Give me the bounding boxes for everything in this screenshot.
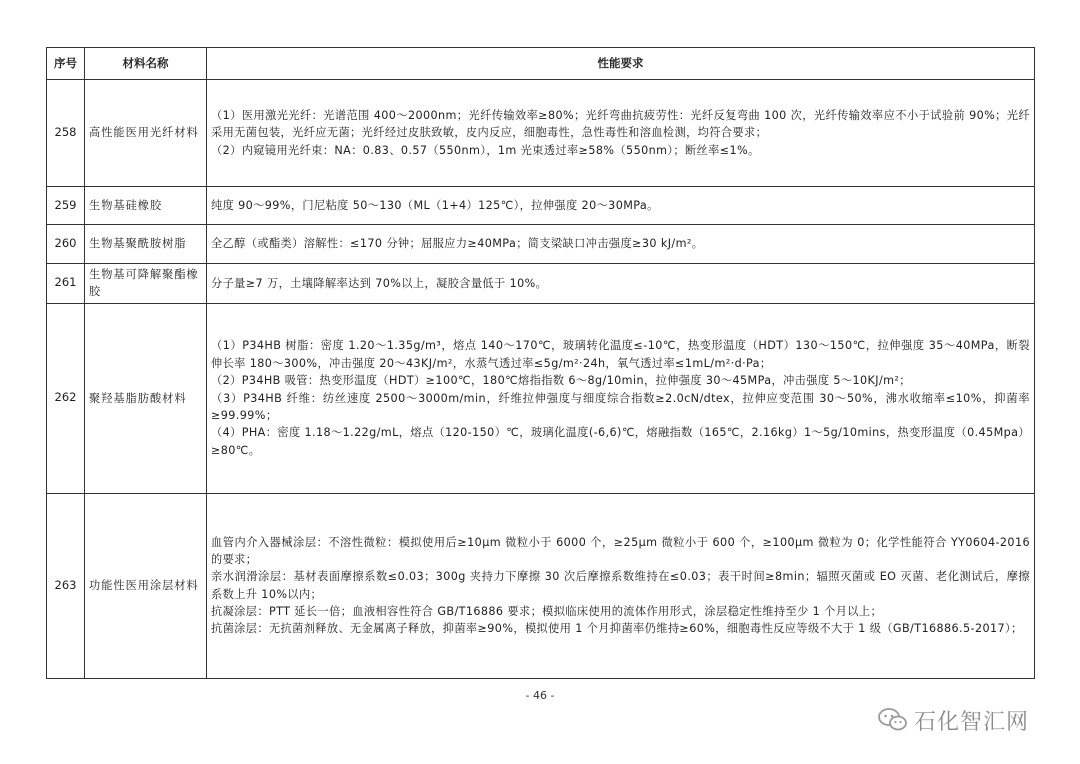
row-number: 262 — [47, 303, 85, 493]
material-name: 生物基聚酰胺树脂 — [85, 225, 207, 264]
watermark — [878, 705, 1029, 735]
requirement-line: 亲水润滑涂层：基材表面摩擦系数≤0.03；300g 夹持力下摩擦 30 次后摩擦系数维持在≤0.03；表干时间≥8min；辐照灭菌或 EO 灭菌、老化测试后，摩擦系数上升 10%以内； — [211, 570, 1030, 601]
material-name: 生物基硅橡胶 — [85, 187, 207, 225]
header-row — [47, 48, 1035, 80]
material-name: 聚羟基脂肪酸材料 — [85, 303, 207, 493]
row-number: 263 — [47, 493, 85, 678]
table-row — [47, 264, 1035, 304]
requirement-line: 分子量≥7 万，土壤降解率达到 70%以上，凝胶含量低于 10%。 — [211, 276, 548, 290]
material-name: 高性能医用光纤材料 — [85, 80, 207, 187]
table-row — [47, 80, 1035, 187]
material-name: 生物基可降解聚酯橡胶 — [85, 264, 207, 304]
requirement-line: 抗凝涂层：PTT 延长一倍；血液相容性符合 GB/T16886 要求；模拟临床使用的流体作用形式，涂层稳定性维持至少 1 个月以上； — [211, 605, 883, 619]
row-number: 260 — [47, 225, 85, 264]
row-number: 258 — [47, 80, 85, 187]
table-row — [47, 493, 1035, 678]
material-name: 功能性医用涂层材料 — [85, 493, 207, 678]
requirement-line: （2）内窥镜用光纤束：NA：0.83、0.57（550nm），1m 光束透过率≥58%（550nm）；断丝率≤1%。 — [211, 143, 760, 157]
header-no: 序号 — [47, 48, 85, 80]
table-row — [47, 303, 1035, 493]
requirements-cell — [207, 187, 1035, 225]
requirements-cell — [207, 264, 1035, 304]
requirements-cell — [207, 80, 1035, 187]
requirement-line: 全乙醇（或酯类）溶解性：≤170 分钟；屈服应力≥40MPa；简支梁缺口冲击强度≥30 kJ/m²。 — [211, 237, 704, 251]
header-requirements: 性能要求 — [207, 48, 1035, 80]
page-number: - 46 - — [525, 689, 555, 702]
row-number: 261 — [47, 264, 85, 304]
watermark-text: 石化智汇网 — [914, 709, 1030, 735]
header-material-name: 材料名称 — [85, 48, 207, 80]
wechat-icon — [878, 707, 908, 733]
requirement-line: （1）医用激光光纤：光谱范围 400～2000nm；光纤传输效率≥80%；光纤弯曲抗疲劳性：光纤反复弯曲 100 次，光纤传输效率应不小于试验前 90%；光纤采用无菌包装，光纤应无菌；光纤经过皮肤致敏，皮内反应，细胞毒性，急性毒性和溶血检测，均符合要求； — [211, 108, 1030, 140]
requirements-cell — [207, 493, 1035, 678]
requirement-line: 血管内介入器械涂层：不溶性微粒：模拟使用后≥10μm 微粒小于 6000 个，≥25μm 微粒小于 600 个，≥100μm 微粒为 0；化学性能符合 YY0604-2016 的要求； — [211, 535, 1030, 566]
requirement-line: 抗菌涂层：无抗菌剂释放、无金属离子释放，抑菌率≥90%，模拟使用 1 个月抑菌率仍维持≥60%，细胞毒性反应等级不大于 1 级（GB/T16886.5-2017）； — [211, 622, 1023, 636]
table-row — [47, 225, 1035, 264]
requirements-cell — [207, 225, 1035, 264]
row-number: 259 — [47, 187, 85, 225]
requirement-line: （2）P34HB 吸管：热变形温度（HDT）≥100℃，180℃熔指指数 6～8g/10min，拉伸强度 30～45MPa，冲击强度 5～10KJ/m²； — [211, 374, 911, 388]
table-row — [47, 187, 1035, 225]
spec-table — [46, 47, 1035, 679]
requirement-line: （4）PHA：密度 1.18～1.22g/mL，熔点（120-150）℃，玻璃化温度(-6,6)℃，熔融指数（165℃，2.16kg）1～5g/10mins，热变形温度（0.45Mpa）≥80℃。 — [211, 426, 1030, 457]
requirement-line: （3）P34HB 纤维：纺丝速度 2500～3000m/min，纤维拉伸强度与细度综合指数≥2.0cN/dtex，拉伸应变范围 30～50%，沸水收缩率≤10%，抑菌率≥99.99%； — [211, 391, 1030, 422]
requirement-line: （1）P34HB 树脂：密度 1.20～1.35g/m³，熔点 140～170℃，玻璃转化温度≤-10℃，热变形温度（HDT）130～150℃，拉伸强度 35～40MPa，断裂伸长率 180～300%，冲击强度 20～43KJ/m²，水蒸气透过率≤5g/m²·24h，氧气透过率≤1mL/m²·d·Pa； — [211, 339, 1030, 370]
requirements-cell — [207, 303, 1035, 493]
requirement-line: 纯度 90～99%，门尼粘度 50～130（ML（1+4）125℃），拉伸强度 20～30MPa。 — [211, 198, 659, 212]
